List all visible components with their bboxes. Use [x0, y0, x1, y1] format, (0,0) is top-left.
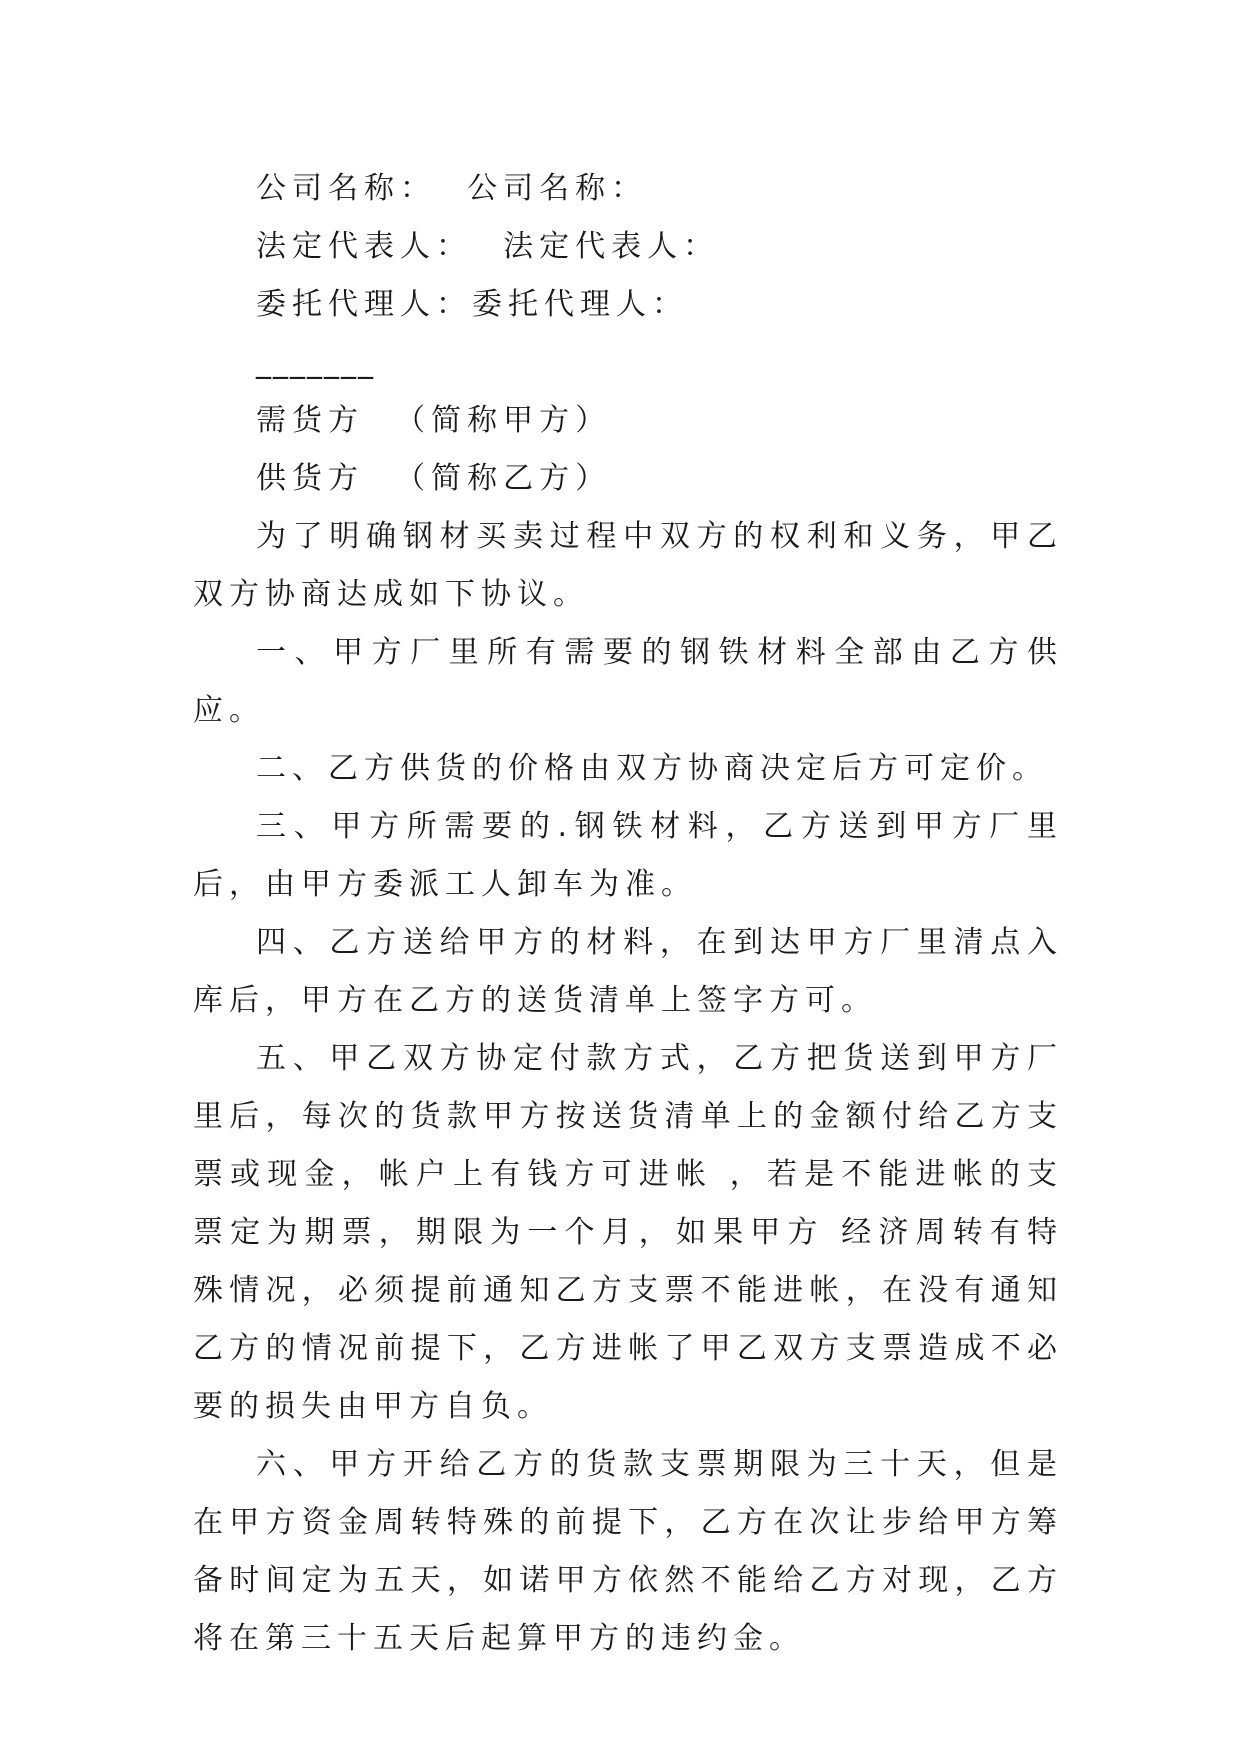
document-body — [193, 160, 1063, 1668]
clause-2: 二、乙方供货的价格由双方协商决定后方可定价。 — [256, 751, 1048, 786]
company-name-line: 公司名称： 公司名称： — [256, 171, 648, 206]
seller-party-line: 供货方 （简称乙方） — [256, 461, 612, 496]
clause-3: 三、甲方所需要的.钢铁材料，乙方送到甲方厂里后，由甲方委派工人卸车为准。 — [193, 809, 1063, 902]
clause-4: 四、乙方送给甲方的材料，在到达甲方厂里清点入库后，甲方在乙方的送货清单上签字方可。 — [193, 925, 1063, 1018]
clause-1: 一、甲方厂里所有需要的钢铁材料全部由乙方供应。 — [193, 635, 1063, 728]
clause-5: 五、甲乙双方协定付款方式，乙方把货送到甲方厂里后，每次的货款甲方按送货清单上的金额付给乙方支票或现金，帐户上有钱方可进帐 ，若是不能进帐的支票定为期票，期限为一个月，如果甲方 经济周转有特殊情况，必须提前通知乙方支票不能进帐，在没有通知乙方的情况前提下，乙方进帐了甲乙双方支票造成不必要的损失由甲方自负。 — [193, 1041, 1063, 1424]
clause-6: 六、甲方开给乙方的货款支票期限为三十天，但是在甲方资金周转特殊的前提下，乙方在次让步给甲方筹备时间定为五天，如诺甲方依然不能给乙方对现，乙方将在第三十五天后起算甲方的违约金。 — [193, 1447, 1063, 1656]
intro-paragraph: 为了明确钢材买卖过程中双方的权利和义务，甲乙双方协商达成如下协议。 — [193, 519, 1063, 612]
separator-line: _______ — [256, 345, 375, 380]
buyer-party-line: 需货方 （简称甲方） — [256, 403, 612, 438]
authorized-agent-line: 委托代理人：委托代理人： — [256, 287, 688, 322]
legal-representative-line: 法定代表人： 法定代表人： — [256, 229, 720, 264]
